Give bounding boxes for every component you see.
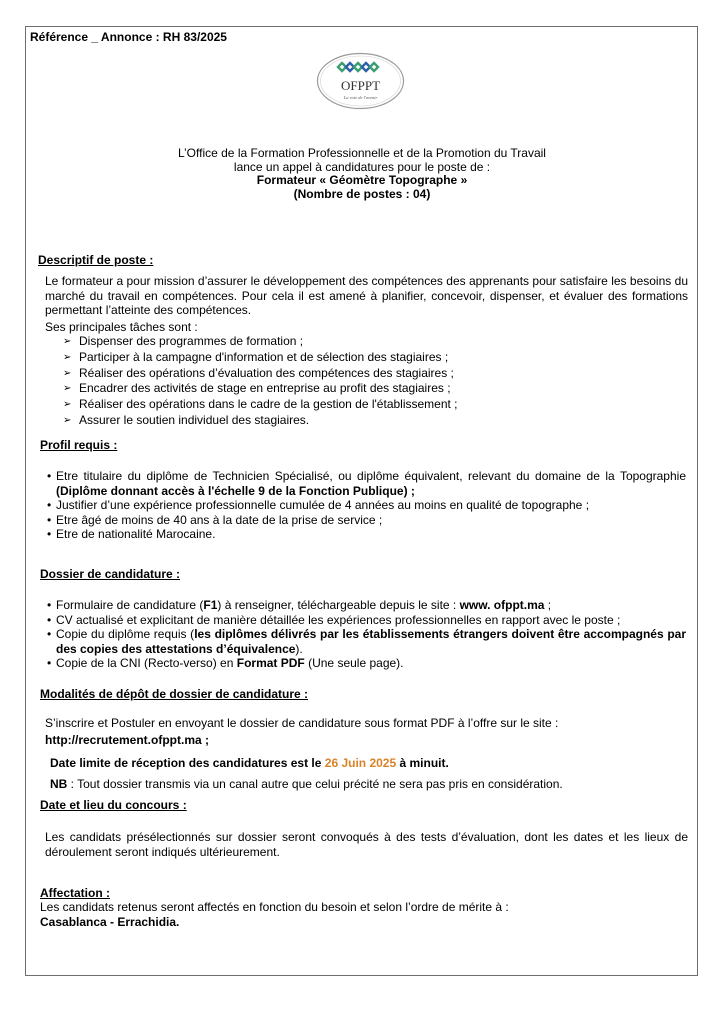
nb-label: NB [50,777,68,791]
dossier-i1-b: F1 [203,598,218,612]
list-item: • CV actualisé et explicitant de manière détaillée les expériences professionnelles en rapport avec le poste ; [47,613,686,628]
header-count: (Nombre de postes : 04) [293,186,431,201]
dossier-i1-a: Formulaire de candidature ( [56,598,204,612]
list-item: ➢ Réaliser des opérations dans le cadre de la gestion de l'établissement ; [63,397,663,413]
reference-line: Référence _ Annonce : RH 83/2025 [30,30,227,44]
list-item [47,469,686,498]
dossier-title: Dossier de candidature : [40,567,181,581]
dossier-i4-b: Format PDF [236,656,305,671]
profil-item1-bold: (Diplôme donnant accès à l'échelle 9 de la Fonction Publique) ; [56,483,415,498]
affectation-cities: Casablanca - Errachidia. [40,915,180,929]
dossier-i1-c: ) à renseigner, téléchargeable depuis le site : [217,598,460,612]
header-block [60,147,664,201]
list-item [47,656,686,671]
descriptif-title: Descriptif de poste : [38,253,154,267]
header-call: lance un appel à candidatures pour le poste de : [233,159,491,174]
modalites-text-body: S’inscrire et Postuler en envoyant le dossier de candidature sous format PDF à l’offre sur le site : [45,716,559,730]
nb-text: : Tout dossier transmis via un canal autre que celui précité ne sera pas pris en considération. [67,777,563,791]
deadline-date: 26 Juin 2025 [324,756,397,770]
list-item [47,627,686,656]
list-item: • Justifier d’une expérience professionnelle cumulée de 4 années au moins en qualité de topographe ; [47,498,686,513]
list-item: • Etre âgé de moins de 40 ans à la date de la prise de service ; [47,513,686,528]
dossier-i1-e: ; [544,598,552,612]
nb-line [50,777,680,792]
header-org: L’Office de la Formation Professionnelle et de la Promotion du Travail [178,146,546,160]
dossier-i4-a: Copie de la CNI (Recto-verso) en [56,656,237,671]
concours-title: Date et lieu du concours : [40,798,187,812]
deadline-text-a: Date limite de réception des candidatures est le [50,756,325,770]
dossier-i1-d: www. ofppt.ma [459,598,545,612]
deadline-line [50,756,650,771]
deadline-text-b: à minuit. [396,756,449,770]
dossier-i3-b: les diplômes délivrés par les établissements étrangers doivent être accompagnés par des copies des attestations d’équivalence [56,627,686,656]
tasks-intro: Ses principales tâches sont : [45,320,198,334]
dossier-i4-c: (Une seule page). [304,656,404,671]
dossier-i3-c: ). [295,641,303,656]
dossier-list [47,598,686,671]
list-item: ➢ Participer à la campagne d'information et de sélection des stagiaires ; [63,350,663,366]
logo-name: OFPPT [340,78,381,93]
list-item: ➢ Encadrer des activités de stage en entreprise au profit des stagiaires ; [63,381,663,397]
profil-list [47,469,686,542]
ofppt-logo [316,52,405,110]
profil-item1-text: Etre titulaire du diplôme de Technicien Spécialisé, ou diplôme équivalent, relevant du domaine de la Topographie [56,469,686,483]
modalites-url: http://recrutement.ofppt.ma ; [45,733,209,747]
logo-tagline: La voie de l'avenir [343,95,378,100]
list-item: ➢ Dispenser des programmes de formation ; [63,334,663,350]
descriptif-text: Le formateur a pour mission d’assurer le développement des compétences des apprenants pour satisfaire les besoins du marché du travail en compétences. Pour cela il est amené à planifier, concevoir, dispenser, et évaluer des formations permettant l’atteinte des compétences. [45,274,688,317]
dossier-i3-a: Copie du diplôme requis ( [56,627,195,642]
list-item [47,598,686,613]
modalites-title: Modalités de dépôt de dossier de candidature : [40,687,309,701]
tasks-list [63,334,663,429]
list-item: • Etre de nationalité Marocaine. [47,527,686,542]
affectation-title: Affectation : [40,886,110,900]
concours-text: Les candidats présélectionnés sur dossier seront convoqués à des tests d’évaluation, dont les dates et les lieux de déroulement seront indiqués ultérieurement. [45,830,688,859]
header-position: Formateur « Géomètre Topographe » [256,173,468,187]
affectation-text: Les candidats retenus seront affectés en fonction du besoin et selon l’ordre de mérite à : [40,900,509,914]
list-item: ➢ Assurer le soutien individuel des stagiaires. [63,413,663,429]
profil-title: Profil requis : [40,438,118,452]
modalites-text [45,716,688,731]
list-item: ➢ Réaliser des opérations d’évaluation des compétences des stagiaires ; [63,366,663,382]
